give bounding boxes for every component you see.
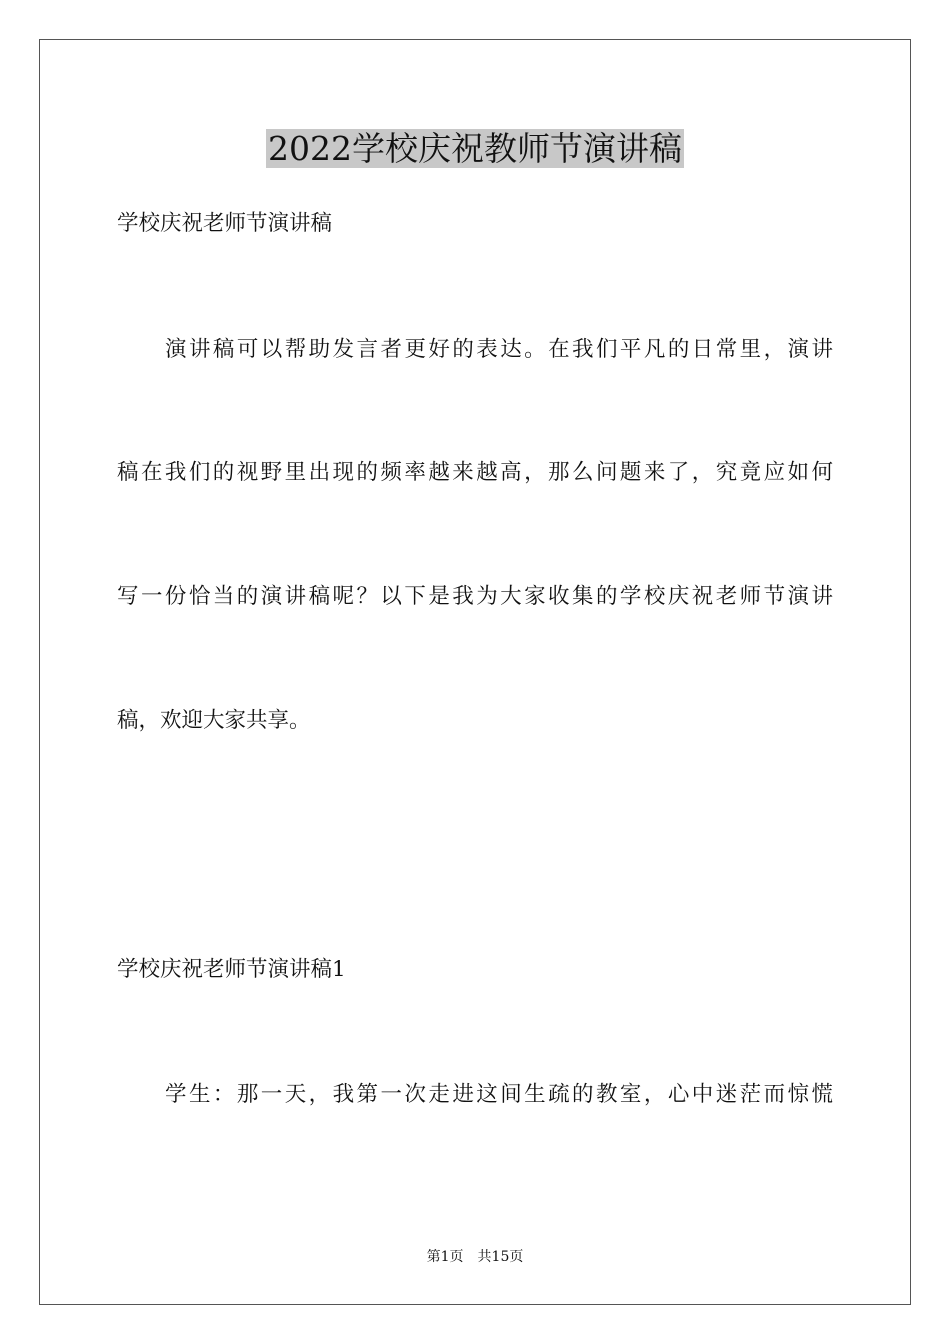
intro-line-1: 演讲稿可以帮助发言者更好的表达。在我们平凡的日常里，演讲	[165, 337, 833, 362]
intro-line-3: 写一份恰当的演讲稿呢？以下是我为大家收集的学校庆祝老师节演讲	[117, 584, 833, 609]
document-title-text: 2022学校庆祝教师节演讲稿	[268, 129, 682, 168]
intro-line-2: 稿在我们的视野里出现的频率越来越高，那么问题来了，究竟应如何	[117, 460, 833, 485]
section-heading: 学校庆祝老师节演讲稿1	[117, 957, 346, 982]
page-footer: 第1页 共15页	[426, 1249, 524, 1265]
document-title	[0, 127, 950, 171]
section-line-1: 学生：那一天，我第一次走进这间生疏的教室，心中迷茫而惊慌	[165, 1082, 833, 1107]
intro-line-4: 稿，欢迎大家共享。	[117, 708, 311, 733]
document-subtitle: 学校庆祝老师节演讲稿	[117, 211, 333, 236]
